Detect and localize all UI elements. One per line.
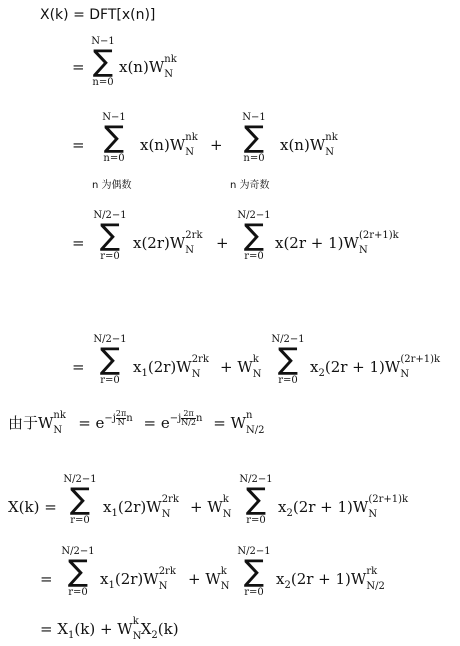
equation-line-8: = xyxy=(40,570,53,588)
summation-1: N/2−1 ∑ r=0 xyxy=(93,210,127,262)
term-1: $x_1(2r)W$ 2rk N xyxy=(133,354,209,380)
equation-line-6: 由于W nk N = $e^{-j \frac{2\pi}{N} n} = e^{-j \frac{2\pi}{N/2} n} = W$ n N/2 xyxy=(8,409,265,436)
equation-line-9: = $X_1(k) + W$ k N $X_2(k)$ xyxy=(40,616,179,642)
summation-2: N/2−1 ∑ r=0 xyxy=(239,474,273,526)
term: x(n)W nk N xyxy=(119,54,177,80)
summation-even: N−1 ∑ n=0 xyxy=(102,112,126,164)
term-2: $x_2(2r + 1)W$ rk N/2 xyxy=(276,566,385,592)
term-1: $x_1(2r)W$ 2rk N xyxy=(100,566,176,592)
equation-line-3: = xyxy=(72,136,85,154)
summation-1: N/2−1 ∑ r=0 xyxy=(63,474,97,526)
twiddle-factor: + W k N xyxy=(190,494,232,520)
plus: + xyxy=(216,234,229,252)
term-1: $x_1(2r)W$ 2rk N xyxy=(103,494,179,520)
summation-1: N/2−1 ∑ r=0 xyxy=(61,546,95,598)
equation-line-1: X(k) = DFT[x(n)] xyxy=(40,7,156,23)
term-even: x(n)W nk N xyxy=(140,132,198,158)
note-even: n 为偶数 xyxy=(92,180,132,191)
term-odd: x(n)W nk N xyxy=(280,132,338,158)
plus: + xyxy=(210,136,223,154)
summation-odd: N−1 ∑ n=0 xyxy=(242,112,266,164)
summation-1: N/2−1 ∑ r=0 xyxy=(93,334,127,386)
equation-line-5: = xyxy=(72,358,85,376)
sigma-symbol: ∑ xyxy=(92,44,114,79)
summation: N−1 ∑ n=0 xyxy=(83,36,123,88)
term-2: x(2r + 1)W (2r+1)k N xyxy=(275,230,399,256)
equation-line-4: = xyxy=(72,234,85,252)
twiddle-factor: + W k N xyxy=(220,354,262,380)
twiddle-factor: + W k N xyxy=(188,566,230,592)
term-2: $x_2(2r + 1)W$ (2r+1)k N xyxy=(310,354,441,380)
term-1: x(2r)W 2rk N xyxy=(133,230,203,256)
summation-2: N/2−1 ∑ r=0 xyxy=(237,210,271,262)
summation-2: N/2−1 ∑ r=0 xyxy=(237,546,271,598)
term-2: $x_2(2r + 1)W$ (2r+1)k N xyxy=(278,494,409,520)
equation-line-7: X(k) = xyxy=(8,498,57,516)
summation-2: N/2−1 ∑ r=0 xyxy=(271,334,305,386)
note-odd: n 为奇数 xyxy=(230,180,270,191)
equals: = xyxy=(72,58,85,76)
